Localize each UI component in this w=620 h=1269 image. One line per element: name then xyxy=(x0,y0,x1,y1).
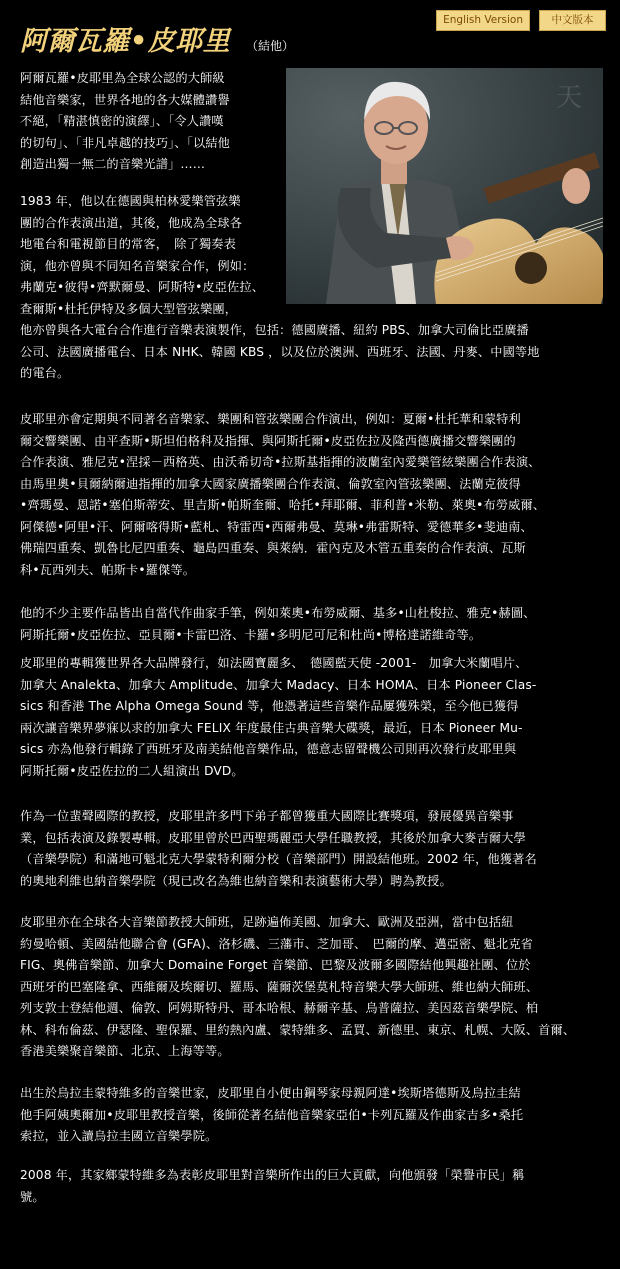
text-line: 創造出獨一無二的音樂光譜」…… xyxy=(20,157,206,171)
text-line: 他亦曾與各大電台合作進行音樂表演製作，包括：德國廣播、紐約 PBS、加拿大司倫比亞廣播 xyxy=(20,323,529,337)
text-line: 皮耶里的專輯獲世界各大品牌發行，如法國寶麗多、 德國藍天使 -2001- 加拿大米蘭唱片、 xyxy=(20,656,528,670)
text-line: 阿斯托爾•皮亞佐拉、亞貝爾•卡雷巴洛、卡羅•多明尼可尼和杜尚•博格達諾維奇等。 xyxy=(20,627,482,642)
text-line: FIG、奧佛音樂節、加拿大 Domaine Forget 音樂節、巴黎及波爾多國際結他興趣社團、位於 xyxy=(20,958,531,972)
debut-paragraph-continued xyxy=(20,320,603,385)
text-line: 團的合作表演出道，其後，他成為全球各 xyxy=(20,215,243,230)
guitarist-portrait-photo-icon xyxy=(286,68,603,304)
text-line: 林、科布倫茲、伊瑟隆、聖保羅、里約熱內盧、蒙特維多、孟買、新德里、東京、札幌、大阪、首爾、 xyxy=(20,1022,576,1037)
teaching-paragraph xyxy=(20,806,603,892)
discography-paragraph xyxy=(20,653,603,782)
text-line: 阿傑德•阿里•汗、阿爾喀得斯•藍札、特雷西•西爾弗曼、莫琳•弗雷斯特、愛德華多•斐迪南、 xyxy=(20,519,533,534)
text-line: 2008 年，其家鄉蒙特維多為表彰皮耶里對音樂所作出的巨大貢獻，向他頒發「榮譽市民」稱 xyxy=(20,1168,525,1182)
text-line: 演，他亦曾與不同知名音樂家合作，例如： xyxy=(20,258,255,273)
svg-text:天: 天 xyxy=(556,83,583,113)
text-line: 合作表演、雅尼克•涅採－西格英、由沃希切奇•拉斯基指揮的波蘭室內愛樂管絃樂團合作表演、 xyxy=(20,455,541,469)
english-version-button[interactable]: English Version xyxy=(436,10,530,31)
text-line: （音樂學院）和滿地可魁北克大學蒙特利爾分校（音樂部門）開設結他班。2002 年，他獲著名 xyxy=(20,852,537,866)
text-line: 他的不少主要作品皆出自當代作曲家手筆，例如萊奧•布勞威爾、基多•山杜梭拉、雅克•赫圖、 xyxy=(20,606,536,620)
text-line: 爾交響樂團、由平查斯•斯坦伯格科及指揮、與阿斯托爾•皮亞佐拉及隆西德廣播交響樂團的 xyxy=(20,433,516,448)
text-line: 阿斯托爾•皮亞佐拉的二人組演出 DVD。 xyxy=(20,763,244,778)
text-line: 加拿大 Analekta、加拿大 Amplitude、加拿大 Madacy、日本 HOMA、日本 Pioneer Clas- xyxy=(20,677,537,692)
text-line: 結他音樂家，世界各地的各大媒體讚譽 xyxy=(20,92,230,107)
text-line: 地電台和電視節目的常客， 除了獨奏表 xyxy=(20,237,236,251)
text-line: 科•瓦西列夫、帕斯卡•羅傑等。 xyxy=(20,562,196,577)
text-line: 西班牙的巴塞隆拿、西維爾及埃爾切、羅馬、薩爾茨堡莫札特音樂大學大師班、維也納大師班、 xyxy=(20,979,539,994)
text-line: 1983 年，他以在德國與柏林愛樂管弦樂 xyxy=(20,194,241,208)
page-subtitle: （結他） xyxy=(246,39,295,53)
text-line: 皮耶里亦會定期與不同著名音樂家、樂團和管弦樂團合作演出，例如：夏爾•杜托華和蒙特利 xyxy=(20,412,521,426)
text-line: 他手阿姨奧爾加•皮耶里教授音樂，後師從著名結他音樂家亞伯•卡列瓦羅及作曲家吉多•桑托 xyxy=(20,1107,524,1122)
biography-paragraph xyxy=(20,1083,603,1148)
intro-paragraph xyxy=(20,68,276,176)
debut-paragraph xyxy=(20,191,276,320)
text-line: 佛瑞四重奏、凱魯比尼四重奏、龜島四重奏、與萊納．霍內克及木管五重奏的合作表演、瓦斯 xyxy=(20,541,526,555)
guitarist-photo xyxy=(286,68,603,304)
text-line: 阿爾瓦羅•皮耶里為全球公認的大師級 xyxy=(20,71,225,85)
text-line: 弗蘭克•彼得•齊默爾曼、阿斯特•皮亞佐拉、 xyxy=(20,280,265,294)
text-line: 不絕，「精湛慎密的演繹」、「令人讚嘆 xyxy=(20,114,224,128)
honorary-citizen-paragraph xyxy=(20,1165,603,1208)
text-line: 業，包括表演及錄製專輯。皮耶里曾於巴西聖瑪麗亞大學任職教授，其後於加拿大麥吉爾大學 xyxy=(20,830,526,845)
text-line: 的切句」、「非凡卓越的技巧」、「以結他 xyxy=(20,135,231,150)
text-line: 出生於烏拉圭蒙特維多的音樂世家，皮耶里自小便由鋼琴家母親阿達•埃斯塔德斯及烏拉圭結 xyxy=(20,1086,521,1100)
text-line: 由馬里奧•貝爾納爾迪指揮的加拿大國家廣播樂團合作表演、倫敦室內管弦樂團、法蘭克彼得 xyxy=(20,476,521,491)
text-line: 列支敦士登結他週、倫敦、阿姆斯特丹、哥本哈根、赫爾辛基、烏普薩拉、美因茲音樂學院、柏 xyxy=(20,1001,539,1015)
text-line: 號。 xyxy=(20,1189,45,1204)
text-line: 約曼哈頓、美國結他聯合會 (GFA)、洛杉磯、三藩市、芝加哥、 巴爾的摩、邁亞密、魁北克省 xyxy=(20,936,534,951)
text-line: 香港美樂聚音樂節、北京、上海等等。 xyxy=(20,1044,230,1058)
chinese-version-button[interactable]: 中文版本 xyxy=(539,10,606,31)
text-line: 索拉，並入讀烏拉圭國立音樂學院。 xyxy=(20,1129,218,1143)
text-line: 的電台。 xyxy=(20,366,70,380)
text-line: 的奧地利維也納音樂學院（現已改名為維也納音樂和表演藝術大學）聘為教授。 xyxy=(20,873,452,888)
repertoire-paragraph xyxy=(20,603,603,646)
text-line: •齊瑪曼、恩諾•塞伯斯蒂安、里吉斯•帕斯奎爾、哈托•拜耶爾、菲利普•米勒、萊奧•布勞威爾、 xyxy=(20,498,546,512)
page-title: 阿爾瓦羅•皮耶里 xyxy=(20,26,231,57)
text-line: sics 和香港 The Alpha Omega Sound 等，他憑著這些音樂作品屢獲殊榮，至今他已獲得 xyxy=(20,699,519,713)
text-line: 公司、法國廣播電台、日本 NHK、韓國 KBS ，以及位於澳洲、西班牙、法國、丹麥、中國等地 xyxy=(20,344,540,359)
text-line: 作為一位蜚聲國際的教授，皮耶里許多門下弟子都曾獲重大國際比賽獎項，發展優異音樂事 xyxy=(20,809,514,823)
collaborations-paragraph xyxy=(20,409,603,581)
language-switcher xyxy=(436,10,606,31)
text-line: sics 亦為他發行輯錄了西班牙及南美結他音樂作品，德意志留聲機公司則再次發行皮耶里與 xyxy=(20,742,517,756)
text-line: 皮耶里亦在全球各大音樂節教授大師班，足跡遍佈美國、加拿大、歐洲及亞洲，當中包括紐 xyxy=(20,915,514,929)
text-line: 兩次讓音樂界夢寐以求的加拿大 FELIX 年度最佳古典音樂大碟獎，最近，日本 Pioneer Mu- xyxy=(20,720,523,735)
text-line: 查爾斯•杜托伊特及多個大型管弦樂團， xyxy=(20,301,238,316)
masterclass-paragraph xyxy=(20,912,603,1063)
